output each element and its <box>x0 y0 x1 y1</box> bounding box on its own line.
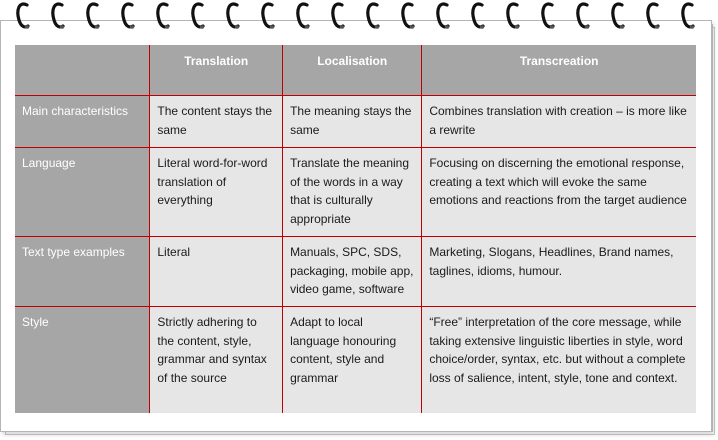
spiral-ring-icon <box>539 0 559 32</box>
header-transcreation: Transcreation <box>422 45 696 96</box>
cell-localisation: Manuals, SPC, SDS, packaging, mobile app, video game, software <box>283 237 422 307</box>
spiral-ring-icon <box>49 0 69 32</box>
spiral-ring-icon <box>364 0 384 32</box>
spiral-ring-icon <box>399 0 419 32</box>
spiral-ring-icon <box>14 0 34 32</box>
spiral-ring-icon <box>259 0 279 32</box>
cell-translation: Literal word-for-word translation of everything <box>150 148 283 237</box>
spiral-binding <box>0 0 718 34</box>
spiral-ring-icon <box>329 0 349 32</box>
spiral-ring-icon <box>574 0 594 32</box>
spiral-ring-icon <box>609 0 629 32</box>
row-label: Text type examples <box>15 237 150 307</box>
row-label: Style <box>15 307 150 414</box>
cell-transcreation: Focusing on discerning the emotional response, creating a text which will evoke the same emotions and reactions from the target audience <box>422 148 696 237</box>
spiral-ring-icon <box>644 0 664 32</box>
cell-translation: Strictly adhering to the content, style, grammar and syntax of the source <box>150 307 283 414</box>
spiral-ring-icon <box>294 0 314 32</box>
cell-localisation: The meaning stays the same <box>283 96 422 148</box>
spiral-ring-icon <box>154 0 174 32</box>
spiral-ring-icon <box>504 0 524 32</box>
spiral-ring-icon <box>224 0 244 32</box>
header-localisation: Localisation <box>283 45 422 96</box>
header-row <box>15 45 696 96</box>
cell-localisation: Adapt to local language honouring content, style and grammar <box>283 307 422 414</box>
spiral-ring-icon <box>84 0 104 32</box>
cell-transcreation: Marketing, Slogans, Headlines, Brand names, taglines, idioms, humour. <box>422 237 696 307</box>
spiral-ring-icon <box>434 0 454 32</box>
cell-transcreation: “Free” interpretation of the core message, while taking extensive linguistic liberties in style, word choice/order, syntax, etc. but without a complete loss of salience, intent, style, tone and context. <box>422 307 696 414</box>
row-label: Main characteristics <box>15 96 150 148</box>
table-row <box>15 148 696 237</box>
table-row <box>15 237 696 307</box>
cell-transcreation: Combines translation with creation – is more like a rewrite <box>422 96 696 148</box>
cell-translation: The content stays the same <box>150 96 283 148</box>
cell-localisation: Translate the meaning of the words in a way that is culturally appropriate <box>283 148 422 237</box>
cell-translation: Literal <box>150 237 283 307</box>
spiral-ring-icon <box>189 0 209 32</box>
header-corner-cell <box>15 45 150 96</box>
row-label: Language <box>15 148 150 237</box>
spiral-ring-icon <box>119 0 139 32</box>
spiral-ring-icon <box>679 0 699 32</box>
table-row <box>15 96 696 148</box>
comparison-table <box>15 45 696 413</box>
spiral-ring-icon <box>469 0 489 32</box>
table-row <box>15 307 696 414</box>
header-translation: Translation <box>150 45 283 96</box>
